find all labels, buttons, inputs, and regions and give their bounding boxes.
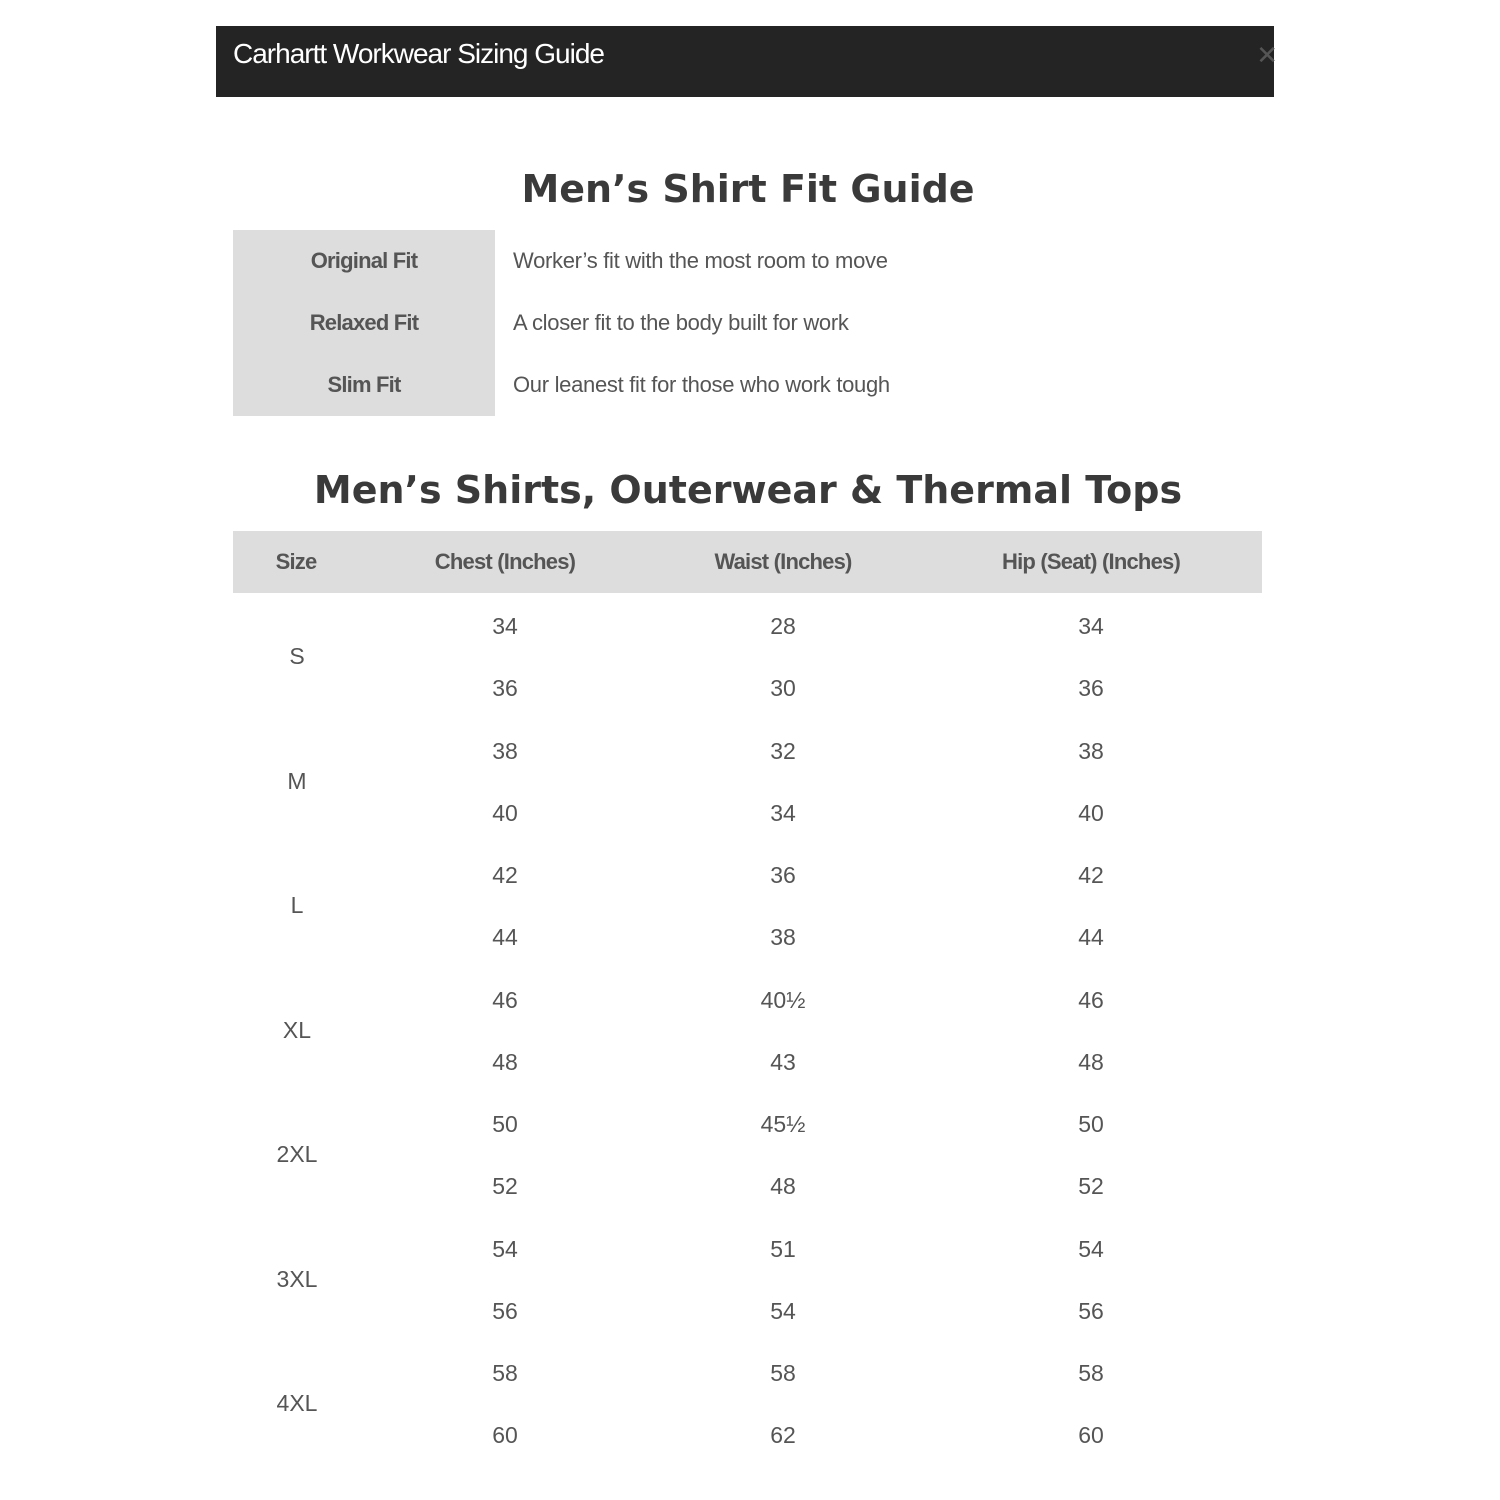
waist-value: 32	[770, 737, 796, 764]
chest-value: 34	[492, 613, 518, 639]
size-chart-header	[233, 531, 1262, 593]
hip-value: 46	[1078, 986, 1104, 1013]
hip-value: 56	[1078, 1297, 1104, 1324]
waist-value: 58	[770, 1360, 796, 1386]
fit-name: Original Fit	[233, 230, 495, 292]
chest-value: 36	[492, 675, 518, 701]
chest-value: 48	[492, 1048, 518, 1075]
hip-value: 48	[1078, 1048, 1104, 1075]
chest-value: 54	[492, 1235, 518, 1262]
size-group	[233, 593, 1262, 718]
waist-value: 43	[770, 1048, 796, 1075]
size-label: 4XL	[276, 1390, 318, 1416]
waist-value: 54	[770, 1297, 796, 1324]
size-group	[233, 842, 1262, 967]
waist-value: 45½	[760, 1111, 806, 1137]
size-label: 2XL	[276, 1141, 318, 1167]
size-label: M	[287, 767, 307, 794]
waist-value: 48	[770, 1173, 796, 1199]
waist-value: 40½	[760, 986, 806, 1013]
modal-title: Carhartt Workwear Sizing Guide	[233, 38, 604, 69]
chest-value: 44	[492, 924, 518, 950]
size-label: L	[290, 892, 304, 918]
header-size: Size	[275, 549, 317, 574]
hip-value: 44	[1078, 924, 1104, 950]
waist-value: 34	[770, 799, 796, 826]
size-group	[233, 967, 1262, 1092]
size-group	[233, 1091, 1262, 1216]
chest-value: 38	[492, 737, 518, 764]
waist-value: 38	[770, 924, 796, 950]
size-chart-title: Men’s Shirts, Outerwear & Thermal Tops	[313, 468, 1183, 512]
chest-value: 56	[492, 1297, 518, 1324]
chest-value: 42	[492, 862, 518, 888]
waist-value: 36	[770, 862, 796, 888]
chest-value: 40	[492, 799, 518, 826]
fit-description: Worker’s fit with the most room to move	[513, 248, 888, 273]
fit-description: A closer fit to the body built for work	[513, 310, 849, 335]
hip-value: 34	[1078, 613, 1104, 639]
hip-value: 58	[1078, 1360, 1104, 1386]
size-group	[233, 718, 1262, 843]
hip-value: 50	[1078, 1111, 1104, 1137]
hip-value: 54	[1078, 1235, 1104, 1262]
hip-value: 40	[1078, 799, 1104, 826]
size-chart-body	[233, 593, 1262, 1465]
waist-value: 30	[770, 675, 796, 701]
size-label: XL	[282, 1016, 312, 1043]
size-group	[233, 1216, 1262, 1341]
header-waist: Waist (Inches)	[714, 549, 852, 574]
fit-guide-title: Men’s Shirt Fit Guide	[521, 167, 975, 211]
header-chest: Chest (Inches)	[434, 549, 576, 574]
chest-value: 50	[492, 1111, 518, 1137]
chest-value: 52	[492, 1173, 518, 1199]
fit-name: Relaxed Fit	[233, 292, 495, 354]
fit-name: Slim Fit	[233, 354, 495, 416]
fit-description: Our leanest fit for those who work tough	[513, 372, 890, 397]
chest-value: 58	[492, 1360, 518, 1386]
chest-value: 46	[492, 986, 518, 1013]
hip-value: 42	[1078, 862, 1104, 888]
chest-value: 60	[492, 1422, 518, 1448]
size-label: S	[289, 643, 305, 669]
hip-value: 38	[1078, 737, 1104, 764]
close-icon[interactable]: ✕	[1256, 40, 1278, 70]
modal-header	[216, 26, 1278, 97]
waist-value: 28	[770, 613, 796, 639]
hip-value: 36	[1078, 675, 1104, 701]
waist-value: 51	[770, 1235, 796, 1262]
hip-value: 60	[1078, 1422, 1104, 1448]
hip-value: 52	[1078, 1173, 1104, 1199]
size-group	[233, 1340, 1262, 1465]
header-hip: Hip (Seat) (Inches)	[1002, 549, 1180, 574]
size-label: 3XL	[276, 1265, 318, 1292]
waist-value: 62	[770, 1422, 796, 1448]
